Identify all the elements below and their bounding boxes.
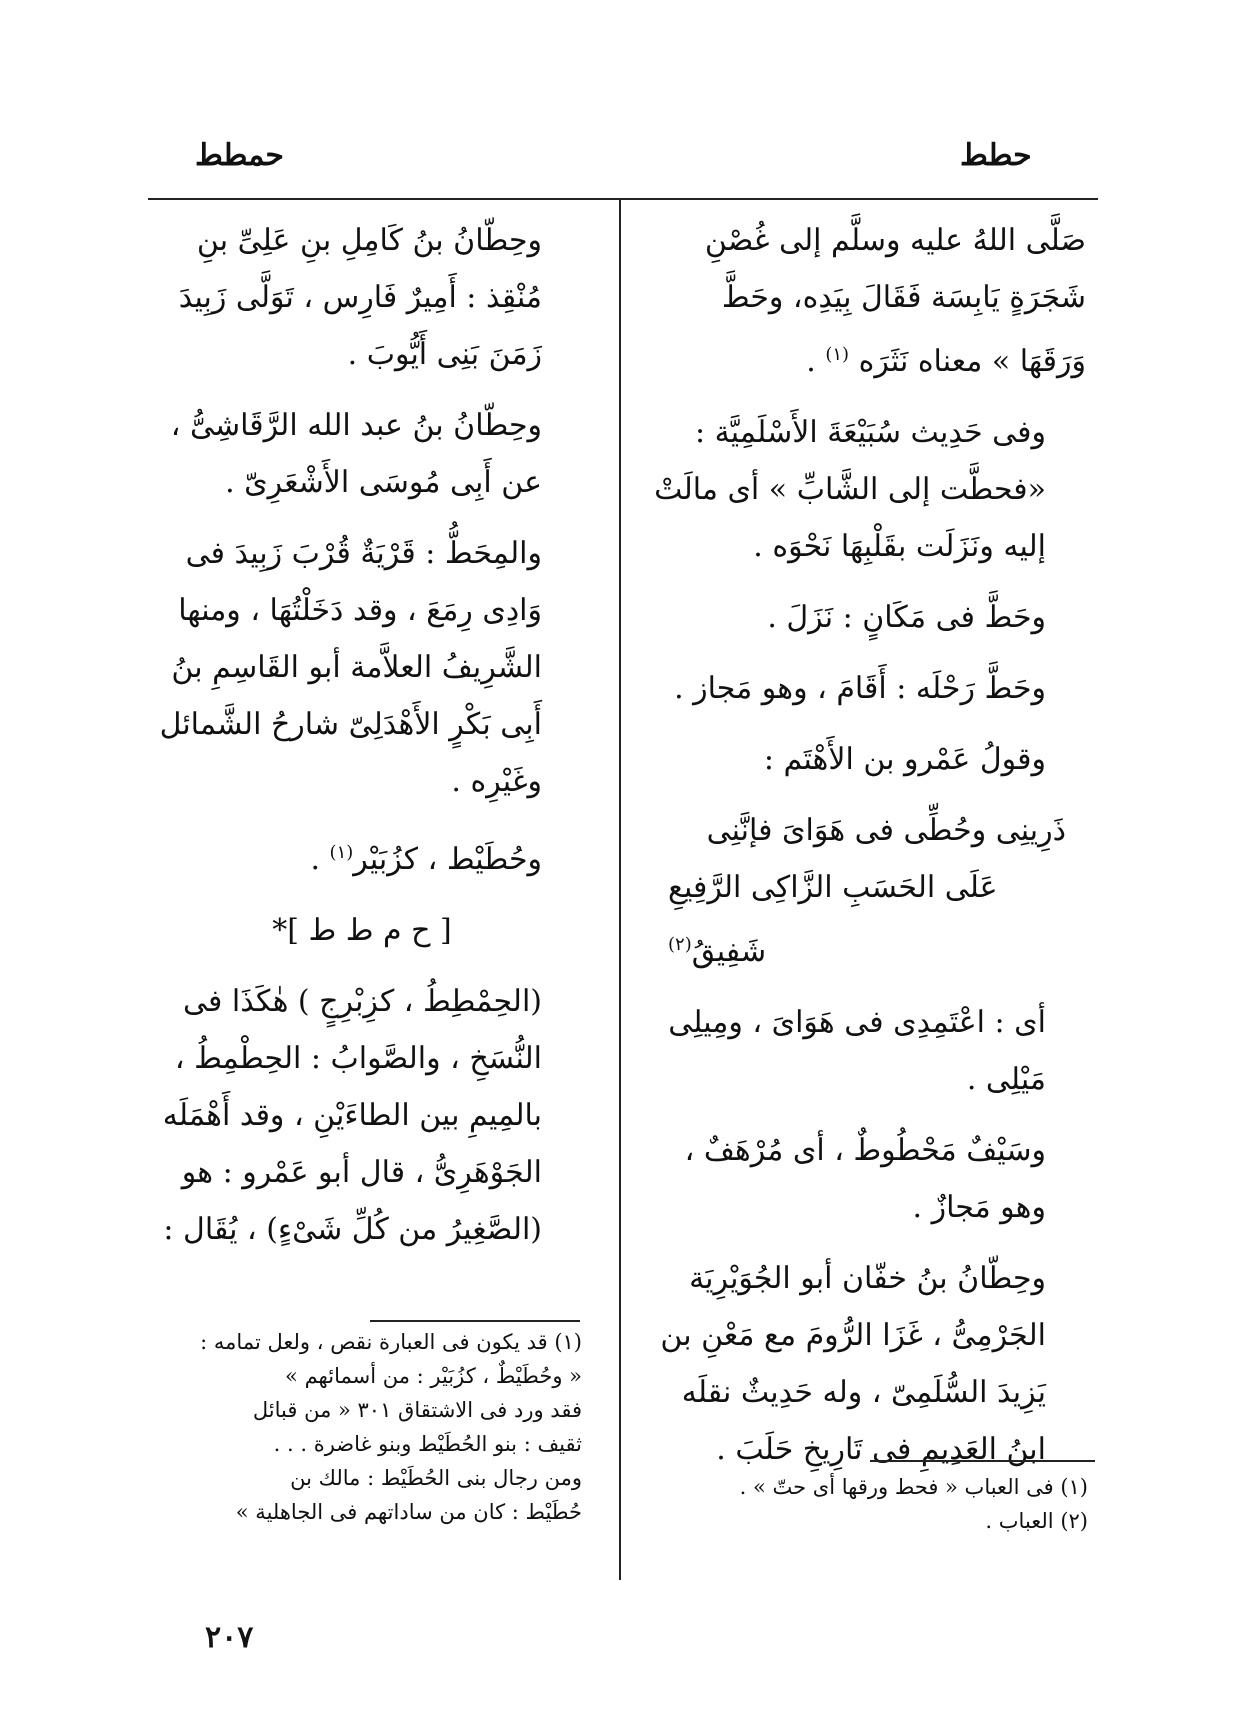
footnote-ref-2: (٢) — [668, 934, 692, 955]
verse-line-1: ذَرِينِى وحُطِّى فى هَوَاىَ فإنَّنِى — [706, 813, 1066, 848]
footnote-rule-right — [870, 1460, 1095, 1462]
left-paragraph-3: والمِحَطُّ : قَرْيَةٌ قُرْبَ زَبِيدَ فى وَادِى رِمَعَ ، وقد دَخَلْتُهَا ، ومنها الشَّرِيفُ العلاَّمة أبو القَاسِمِ بنُ أَبِى بَكْرٍ الأَهْدَلِىّ شارحُ الشَّمائل وغَيْرِه . — [159, 536, 542, 799]
verse-line-2-text: عَلَى الحَسَبِ الزَّاكِى الرَّفِيعِ شَفِيقُ — [668, 870, 998, 969]
left-footnote-line-1: (١) قد يكون فى العبارة نقص ، ولعل تمامه : — [200, 1330, 582, 1354]
right-paragraph-8: وحِطّانُ بنُ خفّان أبو الجُوَيْرِيَة الجَرْمِىُّ ، غَزَا الرُّومَ مع مَعْنِ بن يَزِيدَ السُّلَمِىّ ، وله حَدِيثٌ نقلَه ابنُ العَدِيمِ فى تَارِيخِ حَلَبَ . — [660, 1261, 1046, 1467]
left-footnote-line-3: فقد ورد فى الاشتقاق ٣٠١ « من قبائل — [252, 1398, 582, 1422]
right-footnote-1: (١) فى العباب « فحط ورقها أى حتّ » . — [739, 1475, 1088, 1499]
left-footnotes — [142, 1325, 582, 1529]
left-footnote-line-6: حُطَيْط : كان من ساداتهم فى الجاهلية » — [235, 1500, 582, 1524]
right-footnote-2: (٢) العباب . — [985, 1509, 1088, 1533]
right-paragraph-4: وحَطَّ رَحْلَه : أَقَامَ ، وهو مَجاز . — [674, 671, 1046, 706]
footnote-rule-left — [370, 1320, 580, 1322]
right-paragraph-5: وقولُ عَمْرو بن الأَهْتَم : — [763, 742, 1046, 777]
header-word-right: حطط — [960, 138, 1032, 173]
left-paragraph-4 — [142, 824, 582, 888]
left-column — [142, 212, 582, 1272]
left-paragraph-5: (الحِمْطِطُ ، كزِبْرِجٍ ) هٰكَذَا فى النُّسَخِ ، والصَّوابُ : الحِطْمِطُ ، بالمِيمِ بين الطاءَيْنِ ، وقد أَهْمَلَه الجَوْهَرِىُّ ، قال أبو عَمْرو : هو (الصَّغِيرُ من كُلِّ شَىْءٍ) ، يُقَال : — [162, 984, 542, 1247]
right-footnotes — [648, 1470, 1088, 1538]
left-footnote-line-2: « وحُطَيْطٌ ، كزُبَيْر : من أسمائهم » — [285, 1364, 582, 1388]
left-p4-end: . — [310, 842, 330, 877]
left-p4-text: وحُطَيْط ، كزُبَيْر — [353, 842, 542, 877]
left-paragraph-1: وحِطّانُ بنُ كَامِلِ بنِ عَلِىِّ بنِ مُنْقِذ : أَمِيرٌ فَارِس ، تَوَلَّى زَبِيدَ زَمَنَ بَنِى أَيُّوبَ . — [178, 223, 542, 372]
right-p1-end: . — [806, 344, 826, 379]
header-word-left: حمطط — [195, 138, 284, 173]
right-paragraph-6: أى : اعْتَمِدِى فى هَوَاىَ ، ومِيلِى مَيْلِى . — [668, 1005, 1046, 1097]
right-paragraph-1 — [648, 212, 1086, 390]
left-paragraph-2: وحِطّانُ بنُ عبد الله الرَّقَاشِىُّ ، عن أَبِى مُوسَى الأَشْعَرِىّ . — [170, 408, 542, 500]
verse — [648, 802, 1086, 980]
footnote-ref-left-1: (١) — [329, 842, 354, 863]
right-paragraph-3: وحَطَّ فى مَكَانٍ : نَزَلَ . — [767, 600, 1046, 635]
verse-line-2 — [648, 859, 1086, 980]
footnote-ref-1: (١) — [825, 344, 850, 365]
right-p1-text: صَلَّى اللهُ عليه وسلَّم إلى غُصْنِ شَجَرَةٍ يَابِسَة فَقَالَ بِيَدِه، وحَطَّ وَرَقَهَا » معناه نَثَرَه — [704, 223, 1086, 379]
page-number: ٢٠٧ — [205, 1620, 254, 1655]
left-footnote-line-5: ومن رجال بنى الحُطَيْط : مالك بن — [290, 1466, 582, 1490]
right-paragraph-7: وسَيْفٌ مَحْطُوطٌ ، أى مُرْهَفٌ ، وهو مَجازٌ . — [684, 1133, 1046, 1225]
left-footnote-line-4: ثقيف : بنو الحُطَيْط وبنو غاضرة . . . — [273, 1432, 582, 1456]
section-heading: [ ح م ط ط ]* — [272, 913, 452, 948]
right-column — [648, 212, 1086, 1492]
right-paragraph-2: وفى حَدِيث سُبَيْعَةَ الأَسْلَمِيَّة : «فحطَّت إلى الشَّابِّ » أى مالَتْ إليه ونَزَلَت بقَلْبِهَا نَحْوَه . — [654, 415, 1046, 564]
column-divider — [619, 200, 621, 1580]
header-rule — [148, 198, 1098, 200]
